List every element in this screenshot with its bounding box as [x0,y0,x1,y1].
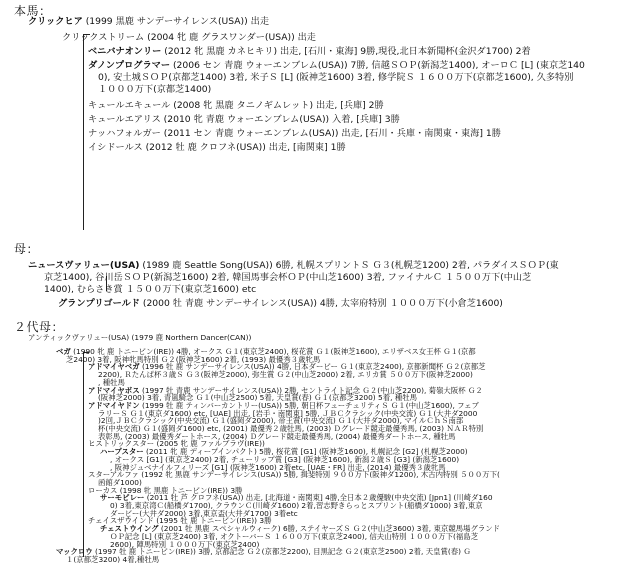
horse-name: ベニバナオンリー [88,46,162,57]
haha-line-1 [44,272,531,284]
horse-name: ダノンプログラマー [88,60,171,71]
horse-detail: ナッハフォルガー (2011 セン 青鹿 ウォーエンブレム(USA)) 出走, [石川・兵庫・南関東・東海] 1勝 [88,128,501,139]
horse-detail: (2011 牝 鹿 ディープインパクト) 5勝, 桜花賞 [G1] (阪神芝1600), 札幌記念 [G2] (札幌芝2000) [146,447,468,457]
horse-detail: , 阪神ジュベナイルフィリーズ [G1] (阪神芝1600) 2着etc, [UAE・FR] 出走, (2014) 最優秀３歳牝馬 [110,462,446,472]
horse-detail: イシドールス (2012 牡 鹿 クロフネ(USA)) 出走, [南関東] 1勝 [88,142,346,153]
horse-detail: 芝2400) 3着, 阪神牝馬特別 Ｇ２(阪神芝1600) 2着, (1993) 最優秀３歳牝馬 [66,354,321,364]
horse-detail: 京芝1400), 谷川岳ＳＯＰ(新潟芝1600) 2着, 韓国馬事会杯ＯＰ(中山芝1600) 3着, ファイナルＣ １５００万下(中山芝 [44,272,532,283]
horse-detail: (阪神芝2000) 3着, 青嵐騎念 Ｇ１(中山芝2500) 5着, 天皇賞(春) Ｇ１(京都芝3200) 5着, 種牡馬 [98,393,417,403]
horse-name: クリックヒア [28,16,83,27]
horse-detail: (2012 牝 黒鹿 カネヒキリ) 出走, [石川・東海] 9勝,現役,北日本新聞杯(金沢ダ1700) 2着 [164,46,531,57]
horse-detail: (2011 牡 芦 クロフネ(USA)) 出走, [北海道・南関東] 4勝,全日本２歳優駿(中央交流) [Jpn1] (川崎ダ160 [146,493,493,503]
horse-detail: (1999 牡 鹿 ティンバーカントリー(USA)) 5勝, 朝日杯フューチュリティＳ Ｇ１(中山芝1600), フェブ [141,400,479,410]
horse-detail: (1999 黒鹿 サンデーサイレンス(USA)) 出走 [85,16,270,27]
horse-detail: 杯(中央交流) Ｇ１(盛岡ダ1600) etc, (2001) 最優秀２歳牡馬, (2003) Ｄグレード競走最優秀馬, (2003) ＮＡＲ特別 [98,424,484,433]
horse-detail: ヒストリックスター (2005 牝 鹿 ファルブラヴ(IRE)) [88,439,265,449]
horse-detail: ダービー(大井ダ2000) 3着,東京盃(大井ダ1700) 3着etc [110,508,298,518]
horse-name: アドマイヤベガ [88,362,140,372]
horse-detail: アンティックヴァリュー(USA) (1979 鹿 Northern Dancer(CAN)) [28,333,252,342]
horse-name: ベガ [56,347,71,356]
horse-detail: キュールエアリス (2010 牝 青鹿 ウォーエンブレム(USA)) 入着, [兵庫] 3勝 [88,114,400,125]
bracket-nidai-children [83,352,89,557]
horse-detail: ＯＰ記念 [L] (東京芝2400) 3着, オクトーバーＳ １６００万下(東京芝2400), 信夫山特別 １０００万下(福島芝 [110,531,479,541]
honba-line-5 [98,84,211,96]
horse-detail: (1996 牡 鹿 サンデーサイレンス(USA)) 4勝, 日本ダービー Ｇ１(東京芝2400), 京都新聞杯 Ｇ２(京都芝 [141,362,486,372]
section-heading-haha: 母： [14,242,40,256]
nidai-line-4 [98,371,473,379]
horse-detail: 表彰馬, (2003) 最優秀ダートホース, (2004) Ｄグレード競走最優秀馬, (2004) 最優秀ダートホース, 種牡馬 [98,431,456,441]
horse-name: ニュースヴァリュー(USA) [28,260,140,271]
honba-line-3 [88,60,585,72]
horse-name: グランプリゴールド [58,298,140,309]
nidai-line-0 [28,334,251,342]
section-heading-nidai: ２代母： [14,320,65,334]
horse-detail: 0) 3着,東京湾Ｃ(船橋ダ1700), クラウンＣ(川崎ダ1600) 2着,習志野きらっとスプリント(船橋ダ1000) 3着,東京 [110,501,483,510]
honba-line-0 [28,16,269,28]
horse-detail: キュールエキュール (2008 牝 黒鹿 タニノギムレット) 出走, [兵庫] 2勝 [88,100,384,111]
honba-line-1 [62,32,316,44]
horse-detail: )2回,ＪＢＣクラシック(中央交流) Ｇ１(盛岡ダ2000), 帝王賞(中央交流) Ｇ１(大井ダ2000), マイルＣｈＳ南部 [98,416,464,426]
horse-name: チェストウイング [100,524,159,534]
honba-line-6 [88,100,384,112]
horse-detail: ローカス (1998 牝 黒鹿 トニービン(IRE)) 3勝 [88,485,243,495]
horse-detail: (1989 鹿 Seattle Song(USA)) 6勝, 札幌スプリントＳ Ｇ３(札幌芝1200) 2着, パラダイスＳＯＰ(東 [142,260,559,271]
haha-line-3 [58,298,503,310]
horse-detail: (2006 セン 青鹿 ウォーエンブレム(USA)) 7勝, 信越ＳＯＰ(新潟芝1400), オーロＣ [L] (東京芝140 [172,60,585,71]
haha-line-0 [28,260,559,272]
horse-detail: 函館ダ1000) [98,477,142,487]
honba-line-2 [88,46,531,58]
horse-name: サーモピレー [100,493,145,503]
horse-detail: (1997 牡 鹿 トニービン(IRE)) 3勝, 京都記念 Ｇ２(京都芝2200), 目黒記念 Ｇ２(東京芝2500) 2着, 天皇賞(春) Ｇ [95,547,471,557]
horse-name: アドマイヤドン [88,400,140,410]
horse-detail: 1400), むらさき賞 １５００万下(東京芝1600) etc [44,284,257,295]
horse-detail: (1997 牡 青鹿 サンデーサイレンス(USA)) 2勝, セントライト記念 Ｇ２(中山芝2200), 菊嶺大阪杯 Ｇ２ [141,385,483,395]
horse-name: ハープスター [100,447,144,457]
haha-line-2 [44,284,256,296]
horse-detail: 0), 安土城ＳＯＰ(京都芝1400) 3着, 米子Ｓ [L] (阪神芝1600) 3着, 修学院Ｓ １６００万下(京都芝1600), 久多特別 [98,72,574,83]
horse-detail: (2000 牡 青鹿 サンデーサイレンス(USA)) 4勝, 太宰府特別 １０００万下(小倉芝1600) [142,298,503,309]
horse-detail: ラリーＳ Ｇ１(東京ダ1600) etc, [UAE] 出走, [岩手・南関東] 5勝, ＪＢＣクラシック(中央交流) Ｇ１(大井ダ2000 [98,408,478,418]
horse-detail: , オークス [G1] (東京芝2400) 2着, チューリップ賞 [G3] (阪神芝1600), 新潟２歳Ｓ [G3] (新潟芝1600) [110,454,460,464]
horse-detail: (1990 牝 鹿 トニービン(IRE)) 4勝, オークス Ｇ１(東京芝2400), 桜花賞 Ｇ１(阪神芝1600), エリザベス女王杯 Ｇ１(京都 [73,347,476,356]
honba-line-9 [88,142,346,154]
horse-detail: 2600), 陣馬特別 １０００万下(東京芝2400) [110,539,260,549]
honba-line-8 [88,128,501,140]
horse-detail: １(京都芝3200) 4着,種牡馬 [66,554,160,564]
horse-name: マックロウ [56,547,93,557]
horse-detail: 2200), Ｒたんぱ杯３歳Ｓ Ｇ３(阪神芝2000), 弥生賞 Ｇ２(中山芝2000) 2着, エリカ賞 ５００万下(阪神芝2000) [98,370,473,380]
horse-detail: チェイスザウインド (1995 牡 鹿 トニービン(IRE)) 3勝 [88,516,272,526]
honba-line-7 [88,114,400,126]
honba-line-4 [98,72,573,84]
horse-name: アドマイヤボス [88,385,140,395]
horse-detail: クリックストリーム (2004 牝 鹿 グラスワンダー(USA)) 出走 [62,32,316,43]
nidai-line-17 [88,471,500,479]
horse-detail: スターアルファ (1992 牝 黒鹿 サンデーサイレンス(USA)) 5勝, 揖斐特別 ９００万下(阪神ダ1200), 木古内特別 ５００万下( [88,470,500,480]
horse-detail: (2001 牡 黒鹿 スペシャルウィーク) 6勝, ステイヤーズＳ Ｇ２(中山芝3600) 3着, 東京競馬場グランド [160,524,501,534]
horse-detail: , 種牡馬 [98,377,125,387]
section-heading-honba: 本馬： [14,4,52,18]
horse-detail: １０００万下(京都芝1400) [98,84,212,95]
nidai-line-28 [66,556,159,564]
